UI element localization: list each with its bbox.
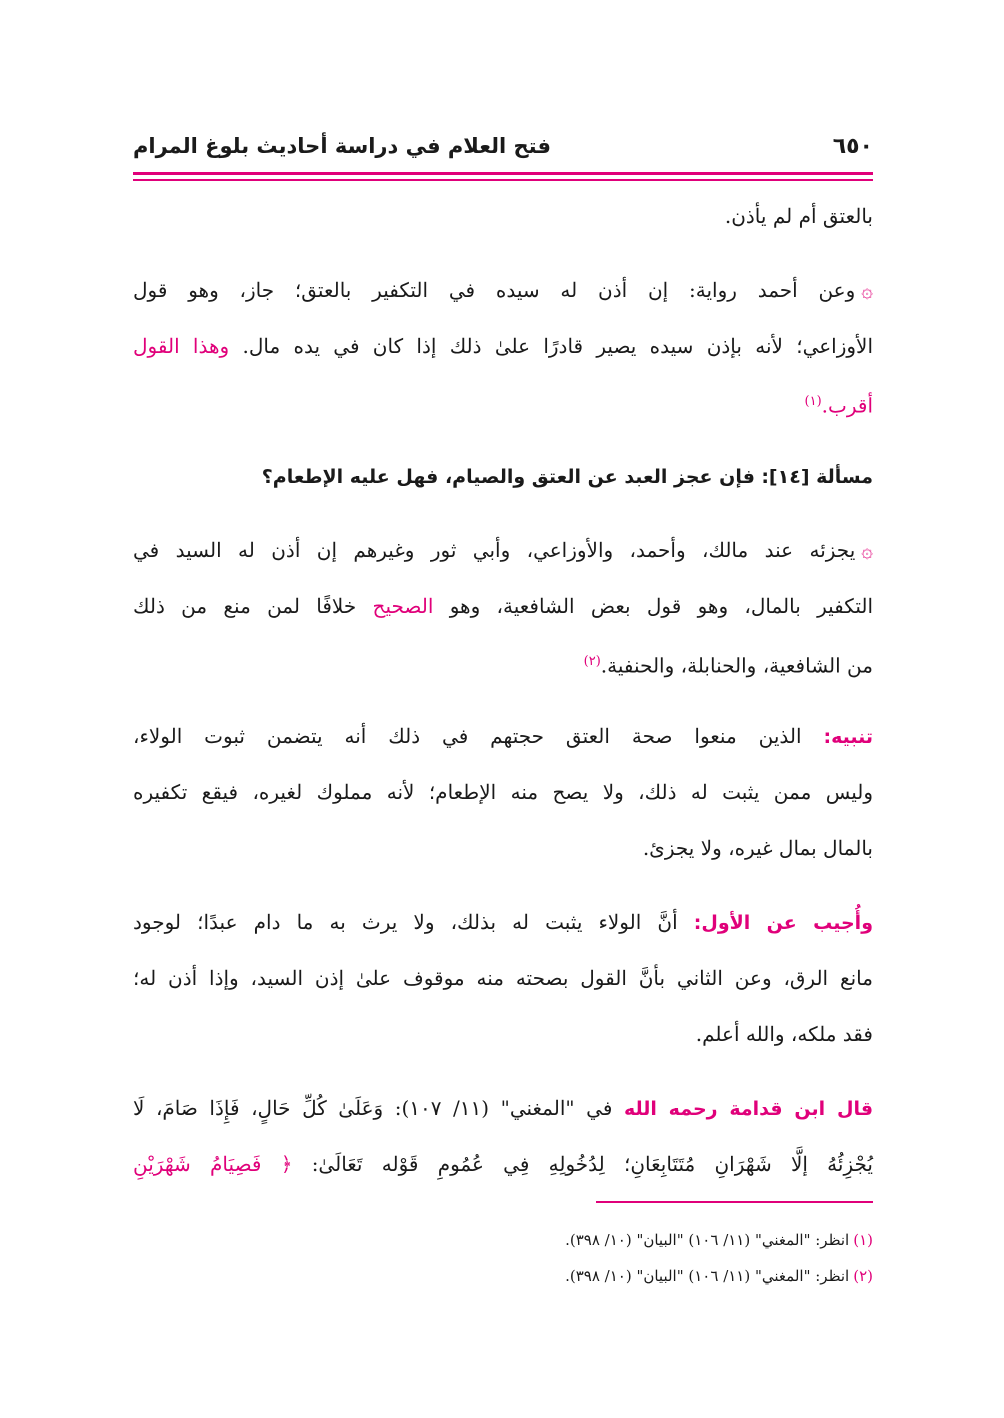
footnote-text: انظر: "المغني" (١١/ ١٠٦) "البيان" (١٠/ ٣٩٨). [565,1231,850,1249]
text-line: من الشافعية، والحنابلة، والحنفية.$^{(٢)}$ [583,653,873,678]
page-number: ٦٥٠ [832,134,873,159]
page-header [133,128,873,168]
footnote-number: (١) [853,1231,873,1249]
text-line: تنبيه: الذين منعوا صحة العتق حجتهم في ذلك أنه يتضمن ثبوت الولاء، [133,724,873,748]
header-rule-thick [133,172,873,175]
text-line: ۞يجزئه عند مالك، وأحمد، والأوزاعي، وأبي ثور وغيرهم إن أذن له السيد في [133,538,873,562]
text-line: التكفير بالمال، وهو قول بعض الشافعية، وهو الصحيح خلافًا لمن منع من ذلك [133,594,874,618]
text-line: الأوزاعي؛ لأنه بإذن سيده يصير قادرًا علىٰ ذلك إذا كان في يده مال. وهذا القول [133,334,874,358]
header-rule-thin [133,179,873,181]
footnote [133,1258,873,1294]
footnote-ref: (١) [804,394,822,409]
text-line: مانع الرق، وعن الثاني بأنَّ القول بصحته منه موقوف علىٰ إذن السيد، وإذا أذن له؛ [133,966,873,990]
issue-heading: مسألة [١٤]: فإن عجز العبد عن العتق والصيام، فهل عليه الإطعام؟ [261,466,873,488]
highlighted-phrase: وهذا القول [133,334,230,358]
text-line: قال ابن قدامة رحمه الله في "المغني" (١١/ ١٠٧): وَعَلَىٰ كُلِّ حَالٍ، فَإِذَا صَامَ، لَا [133,1096,874,1120]
highlighted-phrase: الصحيح [372,594,434,618]
footnote-number: (٢) [853,1267,873,1285]
main-text [133,188,873,1192]
note-label: تنبيه: [823,726,873,748]
quote-label: قال ابن قدامة رحمه الله [623,1098,874,1120]
footnote-ref: (٢) [583,654,601,669]
flower-ornament-icon: ۞ [861,278,873,302]
footnotes [133,1222,873,1294]
text-line: يُجْزِئُهُ إلَّا شَهْرَانِ مُتَتَابِعَانِ؛ لِدُخُولِهِ فِي عُمُومِ قَوْله تَعَالَىٰ: ﴿ فَصِيَامُ شَهْرَيْنِ [133,1152,873,1176]
highlighted-phrase: أقرب. [821,393,873,418]
flower-ornament-icon: ۞ [861,538,873,562]
text-line: فقد ملكه، والله أعلم. [695,1022,873,1046]
text-line: بالمال بمال غيره، ولا يجزئ. [642,836,873,860]
footnote-separator [596,1201,873,1203]
footnote [133,1222,873,1258]
answer-label: وأُجيب عن الأول: [693,912,873,934]
quran-quote: ﴿ فَصِيَامُ شَهْرَيْنِ [133,1152,293,1176]
text-line: ۞وعن أحمد رواية: إن أذن له سيده في التكفير بالعتق؛ جاز، وهو قول [133,278,873,302]
book-title: فتح العلام في دراسة أحاديث بلوغ المرام [133,134,551,158]
text-line: بالعتق أم لم يأذن. [724,204,873,228]
text-line: وأُجيب عن الأول: أنَّ الولاء يثبت له بذلك، ولا يرث به ما دام عبدًا؛ لوجود [133,910,873,934]
text-line: وليس ممن يثبت له ذلك، ولا يصح منه الإطعام؛ لأنه مملوك لغيره، فيقع تكفيره [133,780,873,804]
issue-question: فإن عجز العبد عن العتق والصيام، فهل عليه الإطعام؟ [261,466,755,488]
footnote-text: انظر: "المغني" (١١/ ١٠٦) "البيان" (١٠/ ٣٩٨). [565,1267,850,1285]
text-line [133,374,873,430]
